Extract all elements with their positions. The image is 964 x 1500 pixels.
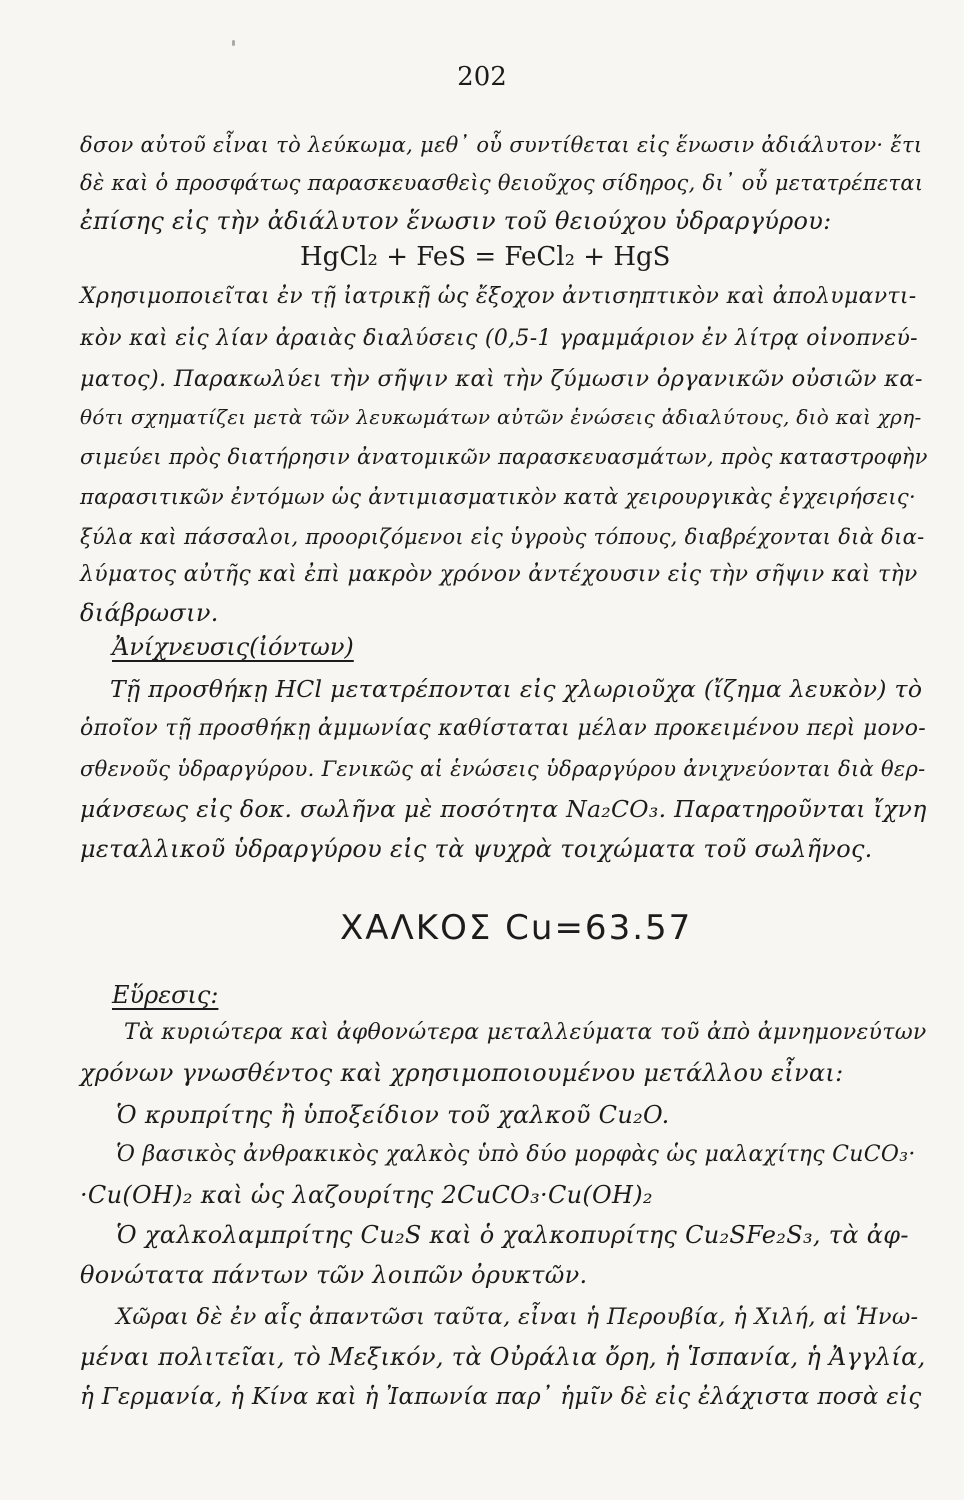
text-line: Ὁ χαλκολαμπρίτης Cu₂S καὶ ὁ χαλκοπυρίτης Cu₂SFe₂S₃, τὰ ἀφ- bbox=[116, 1221, 909, 1249]
text-line: κὸν καὶ εἰς λίαν ἀραιὰς διαλύσεις (0,5-1 γραμμάριον ἐν λίτρᾳ οἰνοπνεύ- bbox=[80, 326, 918, 351]
text-line: θονώτατα πάντων τῶν λοιπῶν ὀρυκτῶν. bbox=[80, 1261, 588, 1289]
heading-detection: Ἀνίχνευσις(ἰόντων) bbox=[112, 633, 354, 661]
text-line: σθενοῦς ὑδραργύρου. Γενικῶς αἱ ἑνώσεις ὑδραργύρου ἀνιχνεύονται διὰ θερ- bbox=[80, 757, 926, 781]
text-line: Τῇ προσθήκῃ HCl μετατρέπονται εἰς χλωριοῦχα (ἴζημα λευκὸν) τὸ bbox=[110, 675, 923, 703]
text-line: ξύλα καὶ πάσσαλοι, προοριζόμενοι εἰς ὑγροὺς τόπους, διαβρέχονται διὰ δια- bbox=[80, 525, 925, 549]
text-line: μεταλλικοῦ ὑδραργύρου εἰς τὰ ψυχρὰ τοιχώματα τοῦ σωλῆνος. bbox=[80, 835, 873, 863]
text-line: ἡ Γερμανία, ἡ Κίνα καὶ ἡ Ἰαπωνία παρ᾽ ἡμῖν δὲ εἰς ἐλάχιστα ποσὰ εἰς bbox=[80, 1384, 922, 1410]
text-line: Χῶραι δὲ ἐν αἷς ἀπαντῶσι ταῦτα, εἶναι ἡ Περουβία, ἡ Χιλή, αἱ Ἡνω- bbox=[116, 1304, 919, 1330]
text-line: δὲ καὶ ὁ προσφάτως παρασκευασθεὶς θειοῦχος σίδηρος, δι᾽ οὗ μετατρέπεται bbox=[80, 171, 924, 195]
text-line: σιμεύει πρὸς διατήρησιν ἀνατομικῶν παρασκευασμάτων, πρὸς καταστροφὴν bbox=[80, 445, 928, 469]
text-line: Χρησιμοποιεῖται ἐν τῇ ἰατρικῇ ὡς ἔξοχον ἀντισηπτικὸν καὶ ἀπολυμαντι- bbox=[80, 284, 917, 309]
text-line: ·Cu(OH)₂ καὶ ὡς λαζουρίτης 2CuCO₃·Cu(OH)₂ bbox=[80, 1181, 653, 1209]
section-title: ΧΑΛΚΟΣ Cu=63.57 bbox=[340, 908, 693, 948]
stray-ink-mark bbox=[232, 40, 235, 46]
text-line: Ὁ βασικὸς ἀνθρακικὸς χαλκὸς ὑπὸ δύο μορφὰς ὡς μαλαχίτης CuCO₃· bbox=[116, 1142, 916, 1167]
heading-occurrence: Εὕρεσις: bbox=[112, 981, 219, 1009]
text-line: ματος). Παρακωλύει τὴν σῆψιν καὶ τὴν ζύμωσιν ὀργανικῶν οὐσιῶν κα- bbox=[80, 366, 923, 392]
text-line: ἐπίσης εἰς τὴν ἀδιάλυτον ἕνωσιν τοῦ θειούχου ὑδραργύρου: bbox=[80, 207, 832, 235]
text-line: λύματος αὐτῆς καὶ ἐπὶ μακρὸν χρόνον ἀντέχουσιν εἰς τὴν σῆψιν καὶ τὴν bbox=[80, 562, 918, 587]
text-line: δσον αὐτοῦ εἶναι τὸ λεύκωμα, μεθ᾽ οὗ συντίθεται εἰς ἕνωσιν ἀδιάλυτον· ἔτι bbox=[80, 133, 923, 157]
text-line: Ὁ κρυπρίτης ἢ ὑποξείδιον τοῦ χαλκοῦ Cu₂O. bbox=[116, 1101, 670, 1129]
text-line: μάνσεως εἰς δοκ. σωλῆνα μὲ ποσότητα Na₂CO₃. Παρατηροῦνται ἴχνη bbox=[80, 795, 927, 823]
text-line: Τὰ κυριώτερα καὶ ἀφθονώτερα μεταλλεύματα τοῦ ἀπὸ ἀμνημονεύτων bbox=[124, 1020, 927, 1045]
chemical-equation: HgCl₂ + FeS = FeCl₂ + HgS bbox=[300, 242, 671, 272]
text-line: μέναι πολιτεῖαι, τὸ Μεξικόν, τὰ Οὐράλια ὄρη, ἡ Ἱσπανία, ἡ Ἀγγλία, bbox=[80, 1343, 926, 1371]
text-line: ὁποῖον τῇ προσθήκῃ ἀμμωνίας καθίσταται μέλαν προκειμένου περὶ μονο- bbox=[80, 716, 926, 741]
text-line: διάβρωσιν. bbox=[80, 599, 219, 627]
text-line: παρασιτικῶν ἐντόμων ὡς ἀντιμιασματικὸν κατὰ χειρουργικὰς ἐγχειρήσεις· bbox=[80, 485, 916, 509]
text-line: θότι σχηματίζει μετὰ τῶν λευκωμάτων αὐτῶν ἑνώσεις ἀδιαλύτους, διὸ καὶ χρη- bbox=[80, 405, 922, 429]
page-number: 202 bbox=[457, 62, 507, 92]
text-line: χρόνων γνωσθέντος καὶ χρησιμοποιουμένου μετάλλου εἶναι: bbox=[80, 1059, 844, 1087]
